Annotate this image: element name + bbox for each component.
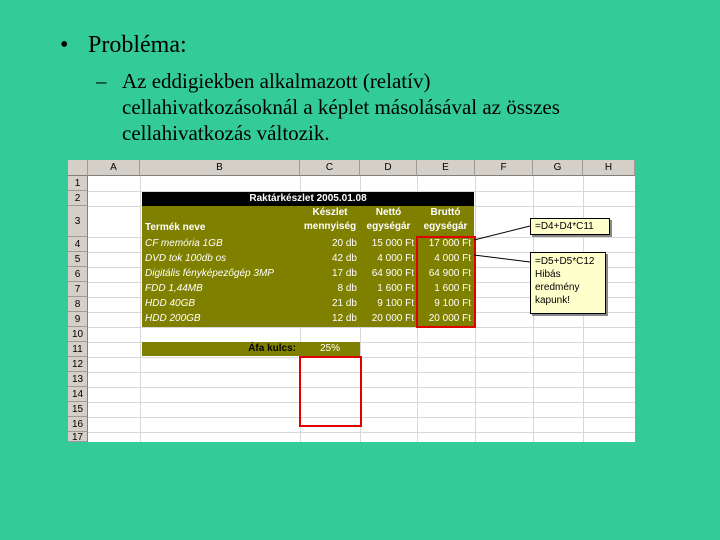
qty-cell[interactable]: 12 db bbox=[331, 313, 357, 324]
net-price-cell[interactable]: 20 000 Ft bbox=[371, 313, 414, 324]
qty-cell[interactable]: 20 db bbox=[331, 238, 357, 249]
product-name[interactable]: HDD 200GB bbox=[145, 313, 201, 324]
qty-cell[interactable]: 17 db bbox=[331, 268, 357, 279]
product-name[interactable]: FDD 1,44MB bbox=[145, 283, 203, 294]
row-header[interactable]: 1 bbox=[68, 176, 88, 191]
gross-price-cell[interactable]: 4 000 Ft bbox=[434, 253, 471, 264]
bullet-text: Probléma: bbox=[88, 32, 187, 58]
product-name[interactable]: HDD 40GB bbox=[145, 298, 196, 309]
row-header[interactable]: 9 bbox=[68, 312, 88, 327]
gross-price-cell[interactable]: 20 000 Ft bbox=[428, 313, 471, 324]
col-header-a[interactable]: A bbox=[88, 160, 140, 176]
col-header-f[interactable]: F bbox=[475, 160, 533, 176]
col-header-e[interactable]: E bbox=[417, 160, 475, 176]
formula-note-1[interactable]: =D4+D4*C11 bbox=[530, 218, 610, 235]
col-header-b[interactable]: B bbox=[140, 160, 300, 176]
note-text-1: Hibás bbox=[535, 269, 561, 280]
net-price-cell[interactable]: 64 900 Ft bbox=[371, 268, 414, 279]
row-header[interactable]: 14 bbox=[68, 387, 88, 402]
col-header-d[interactable]: D bbox=[360, 160, 417, 176]
product-name[interactable]: Digitális fényképezőgép 3MP bbox=[145, 268, 274, 279]
row-header[interactable]: 2 bbox=[68, 191, 88, 206]
header-product[interactable]: Termék neve bbox=[145, 222, 206, 233]
header-qty-2[interactable]: mennyiség bbox=[303, 221, 357, 232]
gross-price-cell[interactable]: 17 000 Ft bbox=[428, 238, 471, 249]
row-header[interactable]: 16 bbox=[68, 417, 88, 432]
qty-cell[interactable]: 42 db bbox=[331, 253, 357, 264]
row-header[interactable]: 5 bbox=[68, 252, 88, 267]
vat-label[interactable]: Áfa kulcs: bbox=[142, 342, 300, 356]
header-net-2[interactable]: egységár bbox=[366, 221, 411, 232]
row-header[interactable]: 4 bbox=[68, 237, 88, 252]
sub-dash: – bbox=[96, 69, 107, 93]
row-header[interactable]: 8 bbox=[68, 297, 88, 312]
col-header-c[interactable]: C bbox=[300, 160, 360, 176]
header-gross-2[interactable]: egységár bbox=[423, 221, 468, 232]
header-qty-1: Készlet bbox=[312, 207, 348, 218]
row-header[interactable]: 12 bbox=[68, 357, 88, 372]
qty-cell[interactable]: 8 db bbox=[337, 283, 357, 294]
note-text-3: kapunk! bbox=[535, 295, 571, 306]
sub-line-2: cellahivatkozásoknál a képlet másolásával az összes bbox=[122, 95, 560, 119]
sub-line-1: Az eddigiekben alkalmazott (relatív) bbox=[122, 69, 431, 93]
col-header-g[interactable]: G bbox=[533, 160, 583, 176]
product-name[interactable]: DVD tok 100db os bbox=[145, 253, 227, 264]
net-price-cell[interactable]: 9 100 Ft bbox=[377, 298, 414, 309]
note-text-2: eredmény bbox=[535, 282, 580, 293]
gross-price-cell[interactable]: 9 100 Ft bbox=[434, 298, 471, 309]
bullet-symbol: • bbox=[60, 32, 69, 58]
row-header[interactable]: 7 bbox=[68, 282, 88, 297]
sub-line-3: cellahivatkozás változik. bbox=[122, 121, 330, 145]
gross-price-cell[interactable]: 64 900 Ft bbox=[428, 268, 471, 279]
row-header[interactable]: 17 bbox=[68, 432, 88, 442]
product-name[interactable]: CF memória 1GB bbox=[145, 238, 223, 249]
table-title[interactable]: Raktárkészlet 2005.01.08 bbox=[142, 192, 474, 206]
formula-note-2[interactable] bbox=[530, 252, 606, 314]
gross-price-cell[interactable]: 1 600 Ft bbox=[434, 283, 471, 294]
row-header[interactable]: 15 bbox=[68, 402, 88, 417]
spreadsheet bbox=[68, 160, 635, 442]
row-header[interactable]: 6 bbox=[68, 267, 88, 282]
qty-cell[interactable]: 21 db bbox=[331, 298, 357, 309]
net-price-cell[interactable]: 1 600 Ft bbox=[377, 283, 414, 294]
vat-value[interactable]: 25% bbox=[300, 342, 360, 356]
header-gross-1: Bruttó bbox=[430, 207, 461, 218]
row-header[interactable]: 3 bbox=[68, 206, 88, 237]
col-header-h[interactable]: H bbox=[583, 160, 635, 176]
row-header[interactable]: 10 bbox=[68, 327, 88, 342]
net-price-cell[interactable]: 15 000 Ft bbox=[371, 238, 414, 249]
header-net-1: Nettó bbox=[375, 207, 402, 218]
note-formula: =D5+D5*C12 bbox=[535, 256, 595, 267]
row-header[interactable]: 11 bbox=[68, 342, 88, 357]
net-price-cell[interactable]: 4 000 Ft bbox=[377, 253, 414, 264]
row-header[interactable]: 13 bbox=[68, 372, 88, 387]
